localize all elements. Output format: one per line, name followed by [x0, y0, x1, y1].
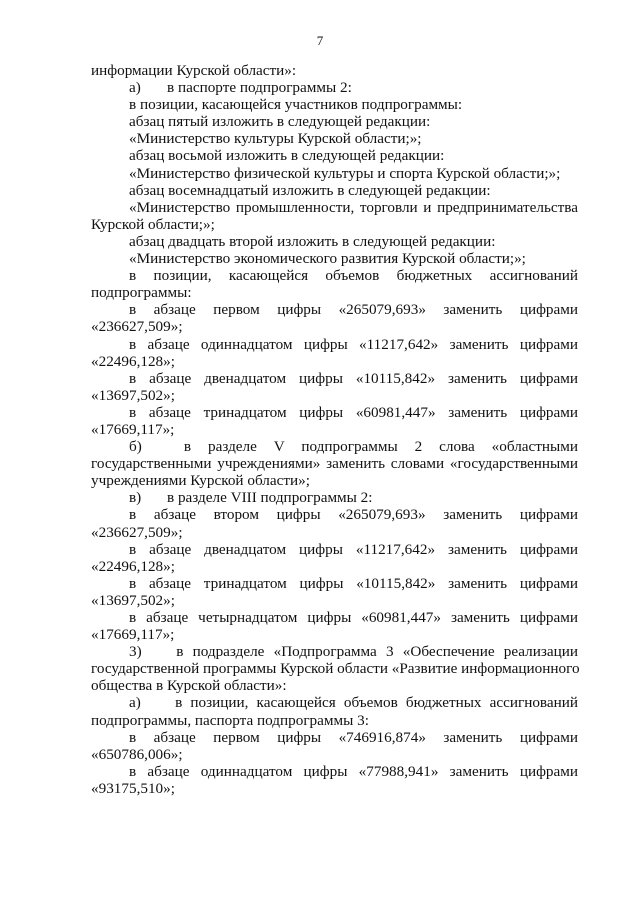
- list-marker: а): [129, 694, 141, 712]
- text-line: в подразделе «Подпрограмма 3 «Обеспечение реализации: [176, 643, 578, 661]
- list-marker: в): [129, 489, 142, 507]
- text-line: Курской области;»;: [91, 215, 215, 233]
- list-item: [91, 438, 578, 455]
- text-line: в абзаце первом цифры «265079,693» заменить цифрами: [129, 301, 578, 319]
- text-line: «22496,128»;: [91, 557, 175, 575]
- text-line: в разделе V подпрограммы 2 слова «областными: [183, 438, 578, 456]
- list-marker: 3): [129, 643, 142, 661]
- text-line: в позиции, касающейся участников подпрограммы:: [129, 96, 463, 114]
- text-line: учреждениями Курской области»;: [91, 472, 310, 490]
- page-number: 7: [316, 33, 324, 48]
- text-line: в абзаце тринадцатом цифры «60981,447» заменить цифрами: [129, 403, 578, 421]
- text-line: государственной программы Курской области «Развитие информационного: [91, 660, 580, 678]
- text-line: абзац двадцать второй изложить в следующей редакции:: [129, 232, 496, 250]
- text-line: общества в Курской области»:: [91, 677, 287, 695]
- text-line: в абзаце четырнадцатом цифры «60981,447» заменить цифрами: [129, 609, 578, 626]
- list-item: [91, 489, 578, 506]
- text-line: «13697,502»;: [91, 591, 175, 609]
- list-item: [91, 694, 578, 711]
- text-line: «13697,502»;: [91, 386, 175, 404]
- text-line: в абзаце двенадцатом цифры «10115,842» заменить цифрами: [129, 369, 578, 387]
- text-line: в абзаце двенадцатом цифры «11217,642» заменить цифрами: [129, 540, 578, 558]
- text-line: в абзаце одиннадцатом цифры «77988,941» заменить цифрами: [129, 762, 578, 780]
- list-marker: а): [129, 79, 141, 97]
- text-line: в абзаце тринадцатом цифры «10115,842» заменить цифрами: [129, 574, 578, 592]
- text-line: «93175,510»;: [91, 779, 175, 797]
- list-item: [91, 643, 578, 660]
- text-line: подпрограммы, паспорта подпрограммы 3:: [91, 711, 369, 729]
- text-line: «Министерство экономического развития Курской области;»;: [129, 250, 526, 268]
- text-line: в абзаце одиннадцатом цифры «11217,642» заменить цифрами: [129, 335, 578, 353]
- document-body: [91, 62, 578, 797]
- text-line: абзац восьмой изложить в следующей редакции:: [129, 147, 445, 165]
- text-line: абзац пятый изложить в следующей редакции:: [129, 113, 431, 131]
- text-line: «17669,117»;: [91, 626, 175, 644]
- text-line: в позиции, касающейся объемов бюджетных ассигнований: [175, 694, 579, 712]
- text-line: «236627,509»;: [91, 318, 183, 336]
- text-line: «236627,509»;: [91, 523, 183, 541]
- list-item: [91, 79, 578, 96]
- text-line: «Министерство культуры Курской области;»;: [129, 130, 422, 148]
- text-line: в паспорте подпрограммы 2:: [167, 79, 352, 97]
- text-line: «17669,117»;: [91, 420, 175, 438]
- text-line: «Министерство физической культуры и спорта Курской области;»;: [129, 164, 561, 182]
- text-line: «22496,128»;: [91, 352, 175, 370]
- text-line: информации Курской области»:: [91, 62, 297, 79]
- text-line: государственными учреждениями» заменить словами «государственными: [91, 455, 578, 473]
- text-line: подпрограммы:: [91, 284, 192, 302]
- text-line: «650786,006»;: [91, 745, 183, 763]
- text-line: абзац восемнадцатый изложить в следующей редакции:: [129, 181, 491, 199]
- list-marker: б): [129, 438, 142, 456]
- text-line: в абзаце первом цифры «746916,874» заменить цифрами: [129, 728, 578, 746]
- text-line: в разделе VIII подпрограммы 2:: [167, 489, 373, 507]
- text-line: в абзаце втором цифры «265079,693» заменить цифрами: [129, 506, 578, 524]
- text-line: «Министерство промышленности, торговли и предпринимательства: [129, 198, 578, 216]
- text-line: в позиции, касающейся объемов бюджетных ассигнований: [129, 267, 578, 285]
